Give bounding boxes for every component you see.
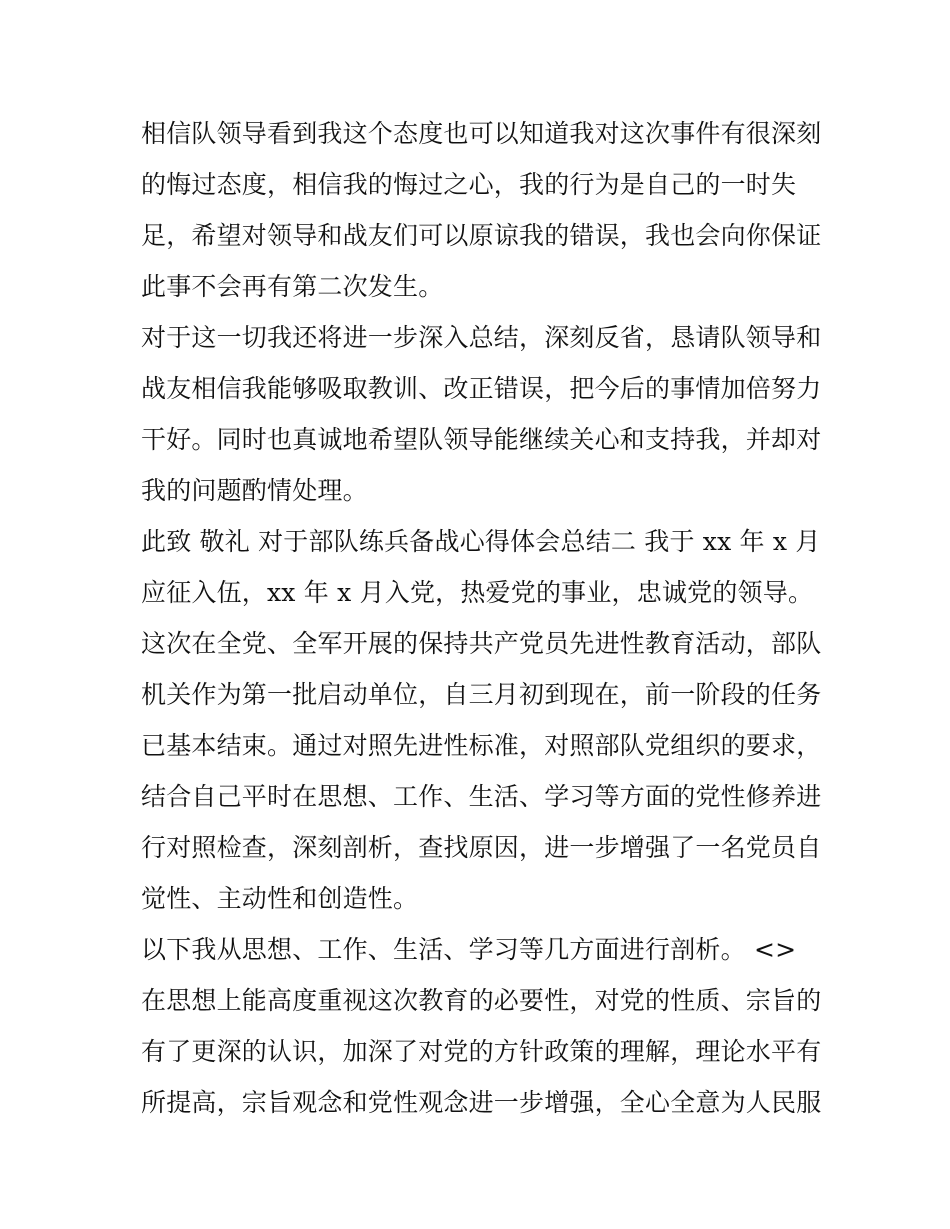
- text-line: 所提高，宗旨观念和党性观念进一步增强，全心全意为人民服: [141, 1088, 821, 1117]
- text-line: 我的问题酌情处理。: [141, 476, 368, 505]
- text-line: 觉性、主动性和创造性。: [141, 884, 419, 913]
- text-line: 的悔过态度，相信我的悔过之心，我的行为是自己的一时失: [141, 170, 797, 199]
- text-line: 干好。同时也真诚地希望队领导能继续关心和支持我，并却对: [141, 425, 821, 454]
- text-line: 有了更深的认识，加深了对党的方针政策的理解，理论水平有: [141, 1037, 821, 1066]
- text-line: 以下我从思想、工作、生活、学习等几方面进行剖析。 <>: [141, 935, 797, 964]
- text-line: 此事不会再有第二次发生。: [141, 272, 444, 301]
- text-line: 应征入伍，xx 年 x 月入党，热爱党的事业，忠诚党的领导。: [141, 578, 814, 607]
- text-line: 机关作为第一批启动单位，自三月初到现在，前一阶段的任务: [141, 680, 821, 709]
- text-line: 此致 敬礼 对于部队练兵备战心得体会总结二 我于 xx 年 x 月: [141, 527, 821, 556]
- document-body: [141, 108, 821, 1128]
- text-line: 这次在全党、全军开展的保持共产党员先进性教育活动，部队: [141, 629, 821, 658]
- text-line: 足，希望对领导和战友们可以原谅我的错误，我也会向你保证: [141, 221, 821, 250]
- text-line: 已基本结束。通过对照先进性标准，对照部队党组织的要求，: [141, 731, 821, 760]
- text-line: 对于这一切我还将进一步深入总结，深刻反省，恳请队领导和: [141, 323, 821, 352]
- text-line: 战友相信我能够吸取教训、改正错误，把今后的事情加倍努力: [141, 374, 821, 403]
- text-line: 相信队领导看到我这个态度也可以知道我对这次事件有很深刻: [141, 119, 821, 148]
- text-line: 结合自己平时在思想、工作、生活、学习等方面的党性修养进: [141, 782, 821, 811]
- text-line: 在思想上能高度重视这次教育的必要性，对党的性质、宗旨的: [141, 986, 821, 1015]
- text-line: 行对照检查，深刻剖析，查找原因，进一步增强了一名党员自: [141, 833, 821, 862]
